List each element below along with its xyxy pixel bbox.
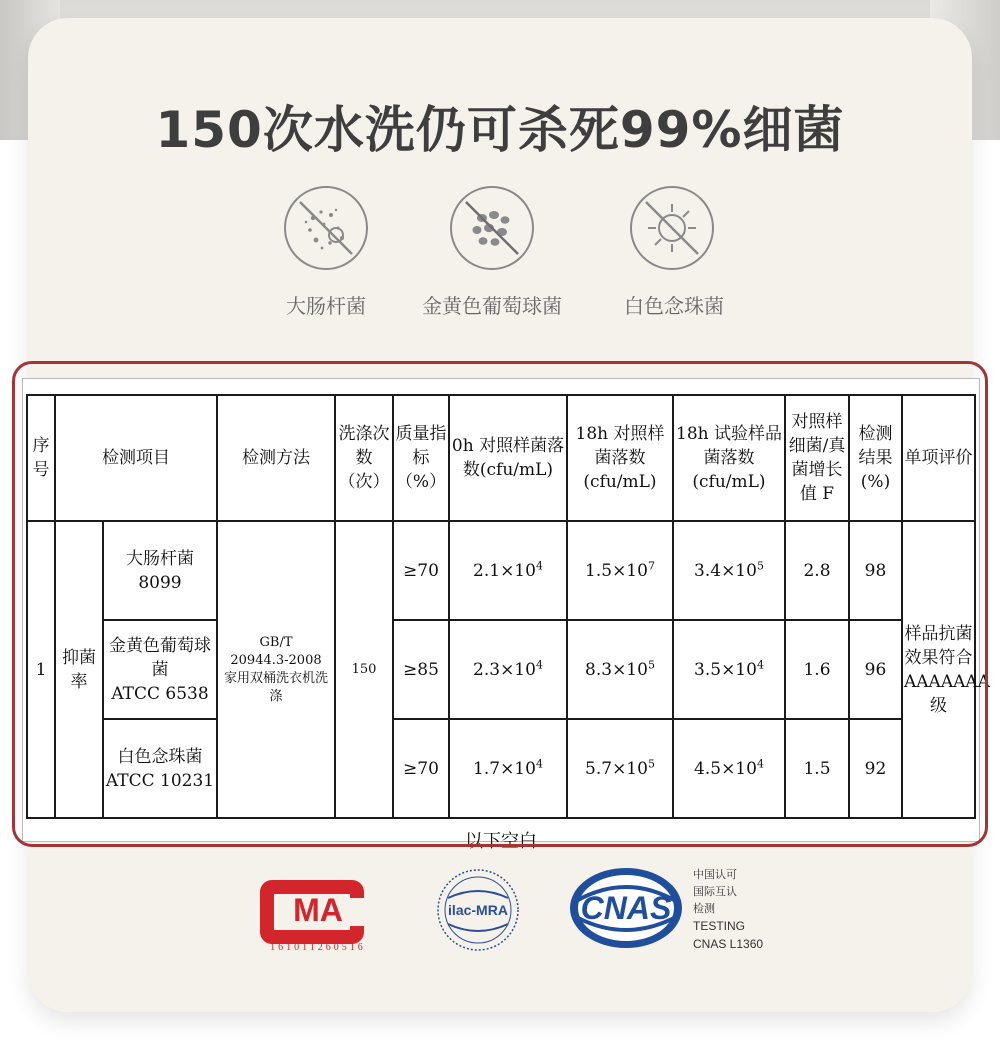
cell-growth: 2.8 bbox=[785, 521, 849, 620]
cnas-cn-line: 国际互认 bbox=[693, 886, 737, 898]
cell-washes: 150 bbox=[335, 521, 393, 818]
method-line: 20944.3-2008 bbox=[230, 652, 322, 668]
cnas-cn-line: 中国认可 bbox=[693, 869, 737, 881]
cell-18h-test bbox=[673, 620, 785, 719]
cnas-logo bbox=[570, 867, 763, 951]
header-seq: 序号 bbox=[27, 395, 55, 521]
cell-18h-control bbox=[567, 719, 673, 818]
cell-growth: 1.6 bbox=[785, 620, 849, 719]
value-base: 4.5×10 bbox=[694, 758, 757, 779]
value-exponent: 5 bbox=[756, 558, 764, 572]
bacteria-cluster-crossed-icon bbox=[450, 186, 534, 270]
table-footnote: 以下空白 bbox=[465, 831, 537, 852]
cnas-text: CNAS bbox=[580, 890, 672, 926]
cell-result: 98 bbox=[849, 521, 902, 620]
cell-result: 96 bbox=[849, 620, 902, 719]
cell-quality: ≥85 bbox=[393, 620, 449, 719]
value-exponent: 4 bbox=[756, 756, 764, 770]
value-base: 2.3×10 bbox=[473, 659, 536, 680]
cell-growth: 1.5 bbox=[785, 719, 849, 818]
cell-method bbox=[217, 521, 335, 818]
cnas-cn-line: 检测 bbox=[693, 903, 715, 915]
method-line: 家用双桶洗衣机洗涤 bbox=[223, 670, 328, 704]
bacterium-name: 金黄色葡萄球菌 bbox=[109, 635, 211, 680]
value-exponent: 4 bbox=[535, 657, 543, 671]
bacterium-name: 大肠杆菌 bbox=[126, 548, 194, 569]
cnas-en-line: CNAS L1360 bbox=[693, 937, 764, 951]
value-exponent: 4 bbox=[756, 657, 764, 671]
table-header-row bbox=[27, 395, 975, 521]
value-exponent: 4 bbox=[535, 558, 543, 572]
bacteria-rod-crossed-icon bbox=[284, 186, 368, 270]
cell-quality: ≥70 bbox=[393, 521, 449, 620]
bacterium-strain: ATCC 6538 bbox=[111, 683, 209, 704]
label-e-coli: 大肠杆菌 bbox=[286, 294, 366, 318]
value-base: 2.1×10 bbox=[473, 560, 536, 581]
cell-evaluation: 样品抗菌效果符合AAAAAAA级 bbox=[902, 521, 975, 818]
value-base: 3.5×10 bbox=[694, 659, 757, 680]
cell-18h-control bbox=[567, 521, 673, 620]
value-base: 5.7×10 bbox=[585, 758, 648, 779]
cell-category: 抑菌率 bbox=[55, 521, 103, 818]
cell-18h-test bbox=[673, 521, 785, 620]
bacterium-strain: 8099 bbox=[138, 572, 182, 593]
cell-bacterium bbox=[103, 521, 217, 620]
certification-logos bbox=[0, 860, 1000, 960]
header-evaluation: 单项评价 bbox=[902, 395, 975, 521]
header-18h-test: 18h 试验样品菌落数(cfu/mL) bbox=[673, 395, 785, 521]
ilac-text: ilac-MRA bbox=[448, 902, 508, 918]
value-exponent: 5 bbox=[647, 756, 655, 770]
cnas-en-line: TESTING bbox=[693, 919, 746, 933]
bacterium-name: 白色念珠菌 bbox=[117, 746, 203, 767]
value-base: 8.3×10 bbox=[585, 659, 648, 680]
header-method: 检测方法 bbox=[217, 395, 335, 521]
label-staphylococcus: 金黄色葡萄球菌 bbox=[422, 294, 562, 318]
cell-result: 92 bbox=[849, 719, 902, 818]
cma-text: MA bbox=[293, 892, 343, 928]
test-report-document bbox=[22, 378, 990, 852]
cell-18h-test bbox=[673, 719, 785, 818]
label-candida: 白色念珠菌 bbox=[624, 294, 724, 318]
value-base: 1.7×10 bbox=[473, 758, 536, 779]
headline: 150次水洗仍可杀死99%细菌 bbox=[155, 101, 845, 159]
test-results-table bbox=[26, 394, 990, 819]
cell-0h-control bbox=[449, 719, 567, 818]
cell-0h-control bbox=[449, 620, 567, 719]
header-quality: 质量指标（%） bbox=[393, 395, 449, 521]
table-row bbox=[27, 620, 975, 719]
table-row bbox=[27, 719, 975, 818]
logos-svg bbox=[0, 860, 1000, 960]
value-exponent: 7 bbox=[647, 558, 655, 572]
value-exponent: 5 bbox=[647, 657, 655, 671]
cma-logo bbox=[260, 880, 366, 953]
fungus-spore-crossed-icon bbox=[630, 186, 714, 270]
cell-0h-control bbox=[449, 521, 567, 620]
header-item: 检测项目 bbox=[55, 395, 217, 521]
cell-quality: ≥70 bbox=[393, 719, 449, 818]
header-0h-control: 0h 对照样菌落数(cfu/mL) bbox=[449, 395, 567, 521]
cell-seq: 1 bbox=[27, 521, 55, 818]
cma-number: 161011260516 bbox=[270, 942, 366, 953]
header-washes: 洗涤次数（次） bbox=[335, 395, 393, 521]
value-base: 3.4×10 bbox=[694, 560, 757, 581]
cell-18h-control bbox=[567, 620, 673, 719]
value-base: 1.5×10 bbox=[585, 560, 648, 581]
header-result: 检测结果(%) bbox=[849, 395, 902, 521]
ilac-mra-logo bbox=[438, 870, 518, 950]
header-growth: 对照样细菌/真菌增长值 F bbox=[785, 395, 849, 521]
cell-bacterium bbox=[103, 620, 217, 719]
header-18h-control: 18h 对照样菌落数(cfu/mL) bbox=[567, 395, 673, 521]
value-exponent: 4 bbox=[535, 756, 543, 770]
cell-bacterium bbox=[103, 719, 217, 818]
table-row bbox=[27, 521, 975, 620]
bacterium-strain: ATCC 10231 bbox=[105, 770, 215, 791]
method-line: GB/T bbox=[259, 634, 293, 650]
